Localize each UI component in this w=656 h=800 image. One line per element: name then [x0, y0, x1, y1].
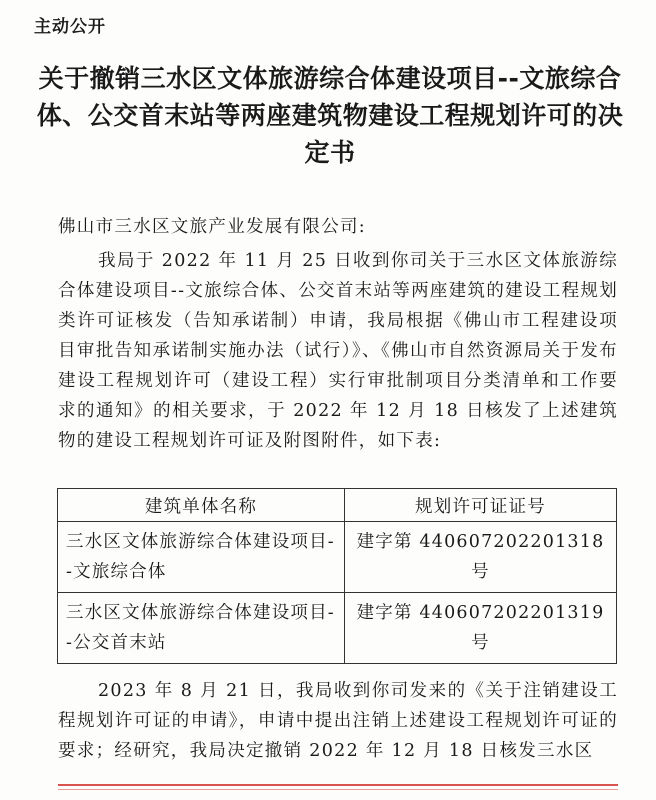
- permit-number-cell: 建字第 440607202201318 号: [345, 522, 617, 593]
- table-header-permit: 规划许可证证号: [345, 489, 617, 522]
- red-divider-thin: [58, 789, 618, 790]
- table-row: [58, 593, 617, 664]
- building-name-cell: 三水区文体旅游综合体建设项目--文旅综合体: [58, 522, 345, 593]
- paragraph-2: 2023 年 8 月 21 日，我局收到你司发来的《关于注销建设工程规划许可证的申请》，申请中提出注销上述建设工程规划许可证的要求；经研究，我局决定撤销 2022 年 12 月 18 日核发三水区: [58, 681, 618, 761]
- table-row: [58, 522, 617, 593]
- permit-table: [57, 488, 617, 664]
- table-header-name: 建筑单体名称: [58, 489, 345, 522]
- table-header-row: [58, 489, 617, 522]
- disclosure-label: 主动公开: [34, 17, 106, 37]
- document-title: 关于撤销三水区文体旅游综合体建设项目--文旅综合体、公交首末站等两座建筑物建设工程规划许可的决定书: [36, 64, 624, 167]
- building-name-cell: 三水区文体旅游综合体建设项目--公交首末站: [58, 593, 345, 664]
- permit-number-cell: 建字第 440607202201319 号: [345, 593, 617, 664]
- paragraph-1: 我局于 2022 年 11 月 25 日收到你司关于三水区文体旅游综合体建设项目--文旅综合体、公交首末站等两座建筑的建设工程规划类许可证核发（告知承诺制）申请，我局根据《佛山市工程建设项目审批告知承诺制实施办法（试行）》、《佛山市自然资源局关于发布建设工程规划许可（建设工程）实行审批制项目分类清单和工作要求的通知》的相关要求，于 2022 年 12 月 18 日核发了上述建筑物的建设工程规划许可证及附图附件，如下表:: [58, 251, 618, 451]
- red-divider: [58, 784, 618, 786]
- addressee: 佛山市三水区文旅产业发展有限公司:: [58, 217, 366, 237]
